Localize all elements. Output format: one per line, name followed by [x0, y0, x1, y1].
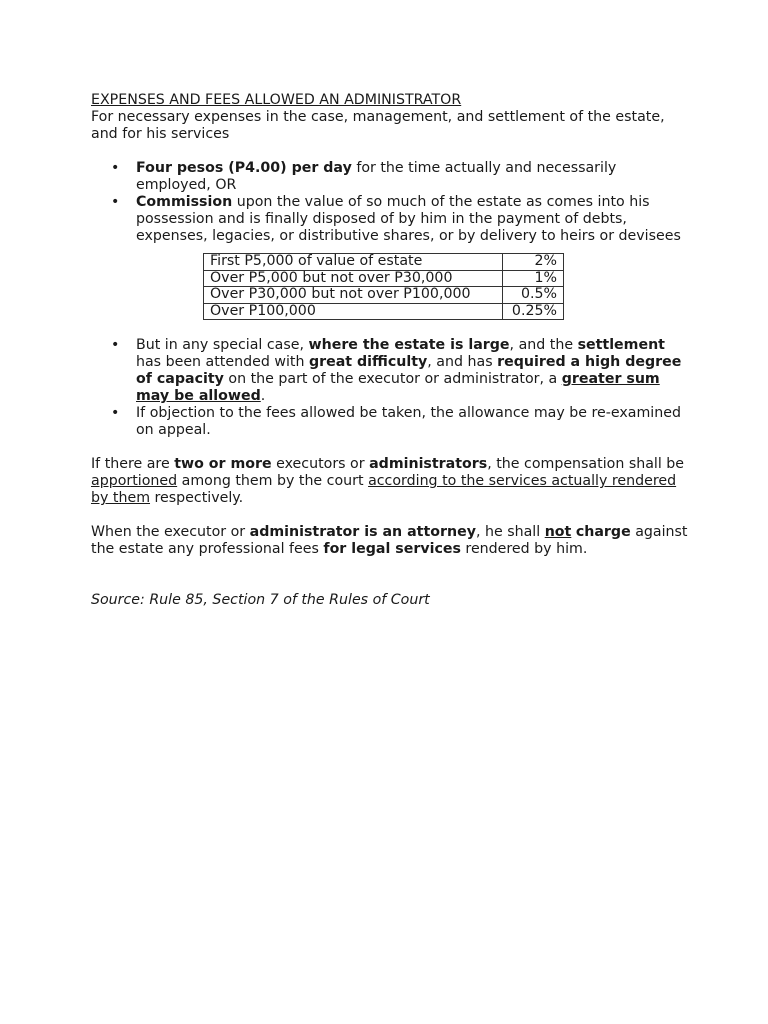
table-row [204, 270, 564, 287]
commission-text: upon the value of so much of the estate as comes into his possession and is finally disposed of by him in the payment of debts, expenses, legacies, or distributive shares, or by delivery to heirs or devisees [136, 194, 681, 244]
bold-underlined-run: not [544, 524, 572, 540]
commission-rate-table [203, 253, 564, 320]
multiple-administrators-paragraph [91, 456, 691, 507]
rate-cell: 1% [503, 270, 564, 287]
text-run: When the executor or [91, 524, 250, 540]
source-citation: Source: Rule 85, Section 7 of the Rules of Court [91, 592, 430, 608]
list-item-per-day [91, 160, 691, 194]
attorney-paragraph [91, 524, 691, 558]
text-run: If there are [91, 456, 175, 472]
bracket-cell: Over P30,000 but not over P100,000 [204, 287, 503, 304]
document-title: EXPENSES AND FEES ALLOWED AN ADMINISTRATOR [91, 92, 462, 108]
bold-run: administrator is an attorney [249, 524, 476, 540]
text-run: on the part of the executor or administrator, a [223, 371, 562, 387]
bold-run: for legal services [323, 541, 461, 557]
commission-bold: Commission [136, 194, 233, 210]
table-row [204, 303, 564, 320]
bracket-cell: Over P5,000 but not over P30,000 [204, 270, 503, 287]
intro-paragraph: For necessary expenses in the case, management, and settlement of the estate, and for his services [91, 109, 665, 142]
rate-cell: 2% [503, 254, 564, 271]
list-item-objection: • If objection to the fees allowed be taken, the allowance may be re-examined on appeal. [91, 405, 691, 439]
text-run: , and has [427, 354, 498, 370]
rate-cell: 0.25% [503, 303, 564, 320]
document-body [91, 92, 691, 609]
per-day-text: for the time actually and necessarily employed, OR [136, 160, 617, 193]
table-row [204, 287, 564, 304]
bold-run: administrators [369, 456, 488, 472]
list-item-commission [91, 194, 691, 245]
list-item-special-case [91, 337, 691, 405]
bracket-cell: First P5,000 of value of estate [204, 254, 503, 271]
table-row [204, 254, 564, 271]
bold-run: great difficulty [308, 354, 428, 370]
text-run: , he shall [475, 524, 545, 540]
text-run: respectively. [150, 490, 244, 506]
text-run: has been attended with [136, 354, 309, 370]
text-run: against the estate any professional fees [91, 524, 688, 557]
bold-run: charge [575, 524, 631, 540]
underlined-run: according to the services actually rendered by them [91, 473, 677, 506]
text-run: , and the [509, 337, 578, 353]
bold-run: two or more [174, 456, 272, 472]
bold-underlined-run: greater sum may be allowed [136, 371, 660, 404]
text-run: , the compensation shall be [487, 456, 685, 472]
allowance-list [91, 160, 691, 245]
text-run: But in any special case, [136, 337, 309, 353]
per-day-bold: Four pesos (P4.00) per day [136, 160, 352, 176]
text-run: executors or [271, 456, 370, 472]
bold-run: required a high degree of capacity [136, 354, 682, 387]
text-run: rendered by him. [460, 541, 588, 557]
bold-run: settlement [577, 337, 665, 353]
bracket-cell: Over P100,000 [204, 303, 503, 320]
special-case-list [91, 337, 691, 439]
rate-cell: 0.5% [503, 287, 564, 304]
underlined-run: apportioned [91, 473, 178, 489]
text-run: among them by the court [177, 473, 369, 489]
text-run: . [260, 388, 266, 404]
bold-run: where the estate is large [308, 337, 510, 353]
